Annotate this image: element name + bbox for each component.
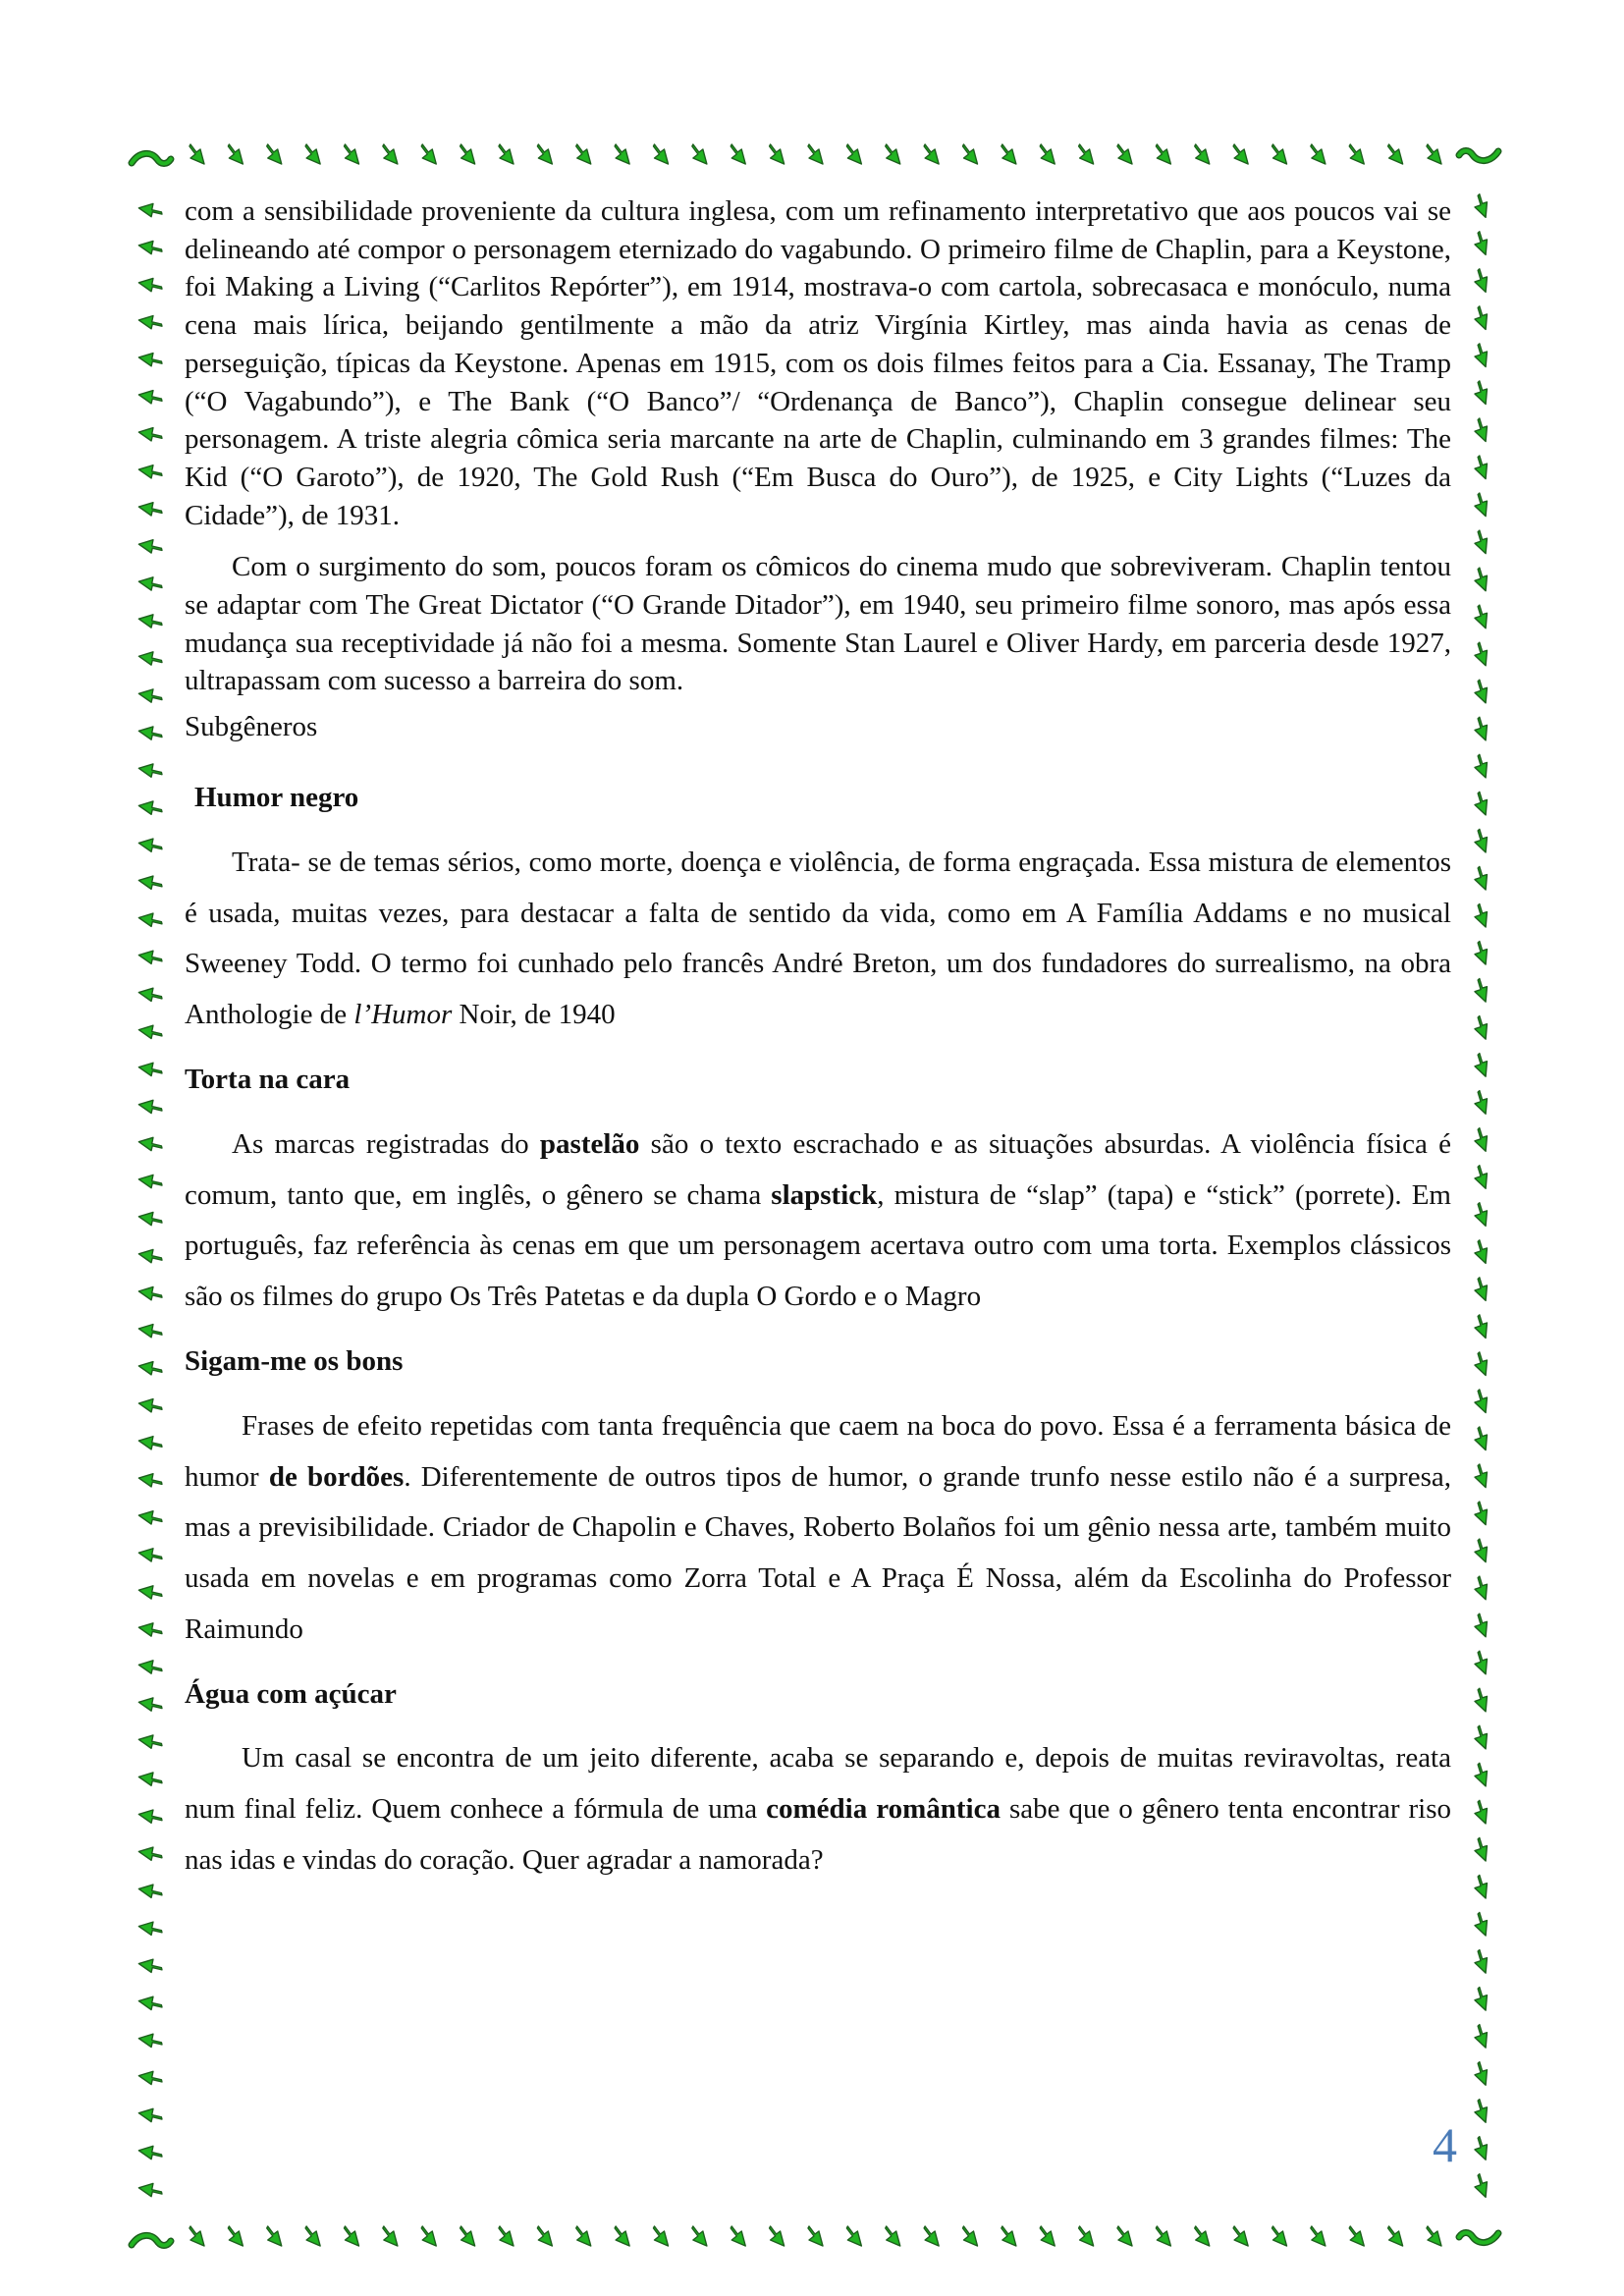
green-arrow-icon xyxy=(1472,717,1492,740)
green-arrow-icon xyxy=(1040,2226,1055,2246)
green-arrow-icon xyxy=(1349,2226,1364,2246)
green-arrow-icon xyxy=(1472,1763,1492,1786)
green-arrow-icon xyxy=(1272,2226,1287,2246)
green-arrow-icon xyxy=(1472,493,1492,517)
green-arrow-icon xyxy=(138,348,162,372)
green-arrow-icon xyxy=(138,573,162,597)
green-arrow-icon xyxy=(138,1730,162,1755)
green-arrow-icon xyxy=(1472,680,1492,703)
green-arrow-icon xyxy=(1472,941,1492,964)
green-arrow-icon xyxy=(421,144,436,164)
document-body xyxy=(185,192,1451,1886)
green-arrow-icon xyxy=(1156,2226,1170,2246)
green-arrow-icon xyxy=(138,1319,162,1343)
green-arrow-icon xyxy=(1472,1539,1492,1562)
green-arrow-icon xyxy=(138,834,162,858)
green-arrow-icon xyxy=(537,144,552,164)
border-corner-icon xyxy=(132,2235,171,2245)
green-arrow-icon xyxy=(1472,193,1492,217)
green-arrow-icon xyxy=(499,144,514,164)
green-arrow-icon xyxy=(189,2226,204,2246)
green-arrow-icon xyxy=(963,144,978,164)
green-arrow-icon xyxy=(138,722,162,746)
heading-sigam-me-os-bons: Sigam-me os bons xyxy=(185,1344,404,1377)
green-arrow-icon xyxy=(1156,144,1170,164)
green-arrow-icon xyxy=(1001,144,1016,164)
green-arrow-icon xyxy=(1311,144,1326,164)
green-arrow-icon xyxy=(615,144,629,164)
green-arrow-icon xyxy=(138,908,162,933)
green-arrow-icon xyxy=(228,2226,243,2246)
green-arrow-icon xyxy=(460,2226,475,2246)
green-arrow-icon xyxy=(138,2104,162,2128)
green-arrow-icon xyxy=(138,1581,162,1606)
green-arrow-icon xyxy=(138,1656,162,1680)
green-arrow-icon xyxy=(138,1805,162,1830)
green-arrow-icon xyxy=(138,684,162,709)
green-arrow-icon xyxy=(1079,2226,1094,2246)
green-arrow-icon xyxy=(138,1468,162,1493)
green-arrow-icon xyxy=(138,1058,162,1082)
border-corner-icon xyxy=(1459,2233,1498,2243)
green-arrow-icon xyxy=(1388,2226,1403,2246)
green-arrow-icon xyxy=(138,236,162,260)
paragraph-sigam-me-os-bons: Frases de efeito repetidas com tanta frequência que caem na boca do povo. Essa é a ferramenta básica de humor de bordões. Diferentemente de outros tipos de humor, o grande trunfo nesse estilo não é a surpresa, mas a previsibilidade. Criador de Chapolin e Chaves, Roberto Bolaños foi um gênio nessa arte, também muito usada em novelas e em programas como Zorra Total e A Praça É Nossa, além da Escolinha do Professor Raimundo xyxy=(185,1409,1451,1645)
heading-humor-negro: Humor negro xyxy=(194,781,359,813)
green-arrow-icon xyxy=(886,2226,900,2246)
green-arrow-icon xyxy=(1472,1277,1492,1300)
green-arrow-icon xyxy=(1472,1390,1492,1413)
green-arrow-icon xyxy=(770,144,785,164)
green-arrow-icon xyxy=(1472,1239,1492,1263)
green-arrow-icon xyxy=(1388,144,1403,164)
paragraph-humor-negro: Trata- se de temas sérios, como morte, doença e violência, de forma engraçada. Essa mistura de elementos é usada, muitas vezes, para destacar a falta de sentido da vida, como em A Família Addams e no musical Sweeney Todd. O termo foi cunhado pelo francês André Breton, um dos fundadores do surrealismo, na obra Anthologie de l’Humor Noir, de 1940 xyxy=(185,846,1451,1031)
green-arrow-icon xyxy=(1472,978,1492,1002)
green-arrow-icon xyxy=(1117,144,1132,164)
green-arrow-icon xyxy=(654,144,669,164)
green-arrow-icon xyxy=(138,1543,162,1567)
green-arrow-icon xyxy=(1472,1315,1492,1339)
green-arrow-icon xyxy=(1472,1875,1492,1898)
green-arrow-icon xyxy=(138,497,162,521)
paragraph-chaplin-2: Com o surgimento do som, poucos foram os cômicos do cinema mudo que sobreviveram. Chaplin tentou se adaptar com The Great Dictator (“O Grande Ditador”), em 1940, seu primeiro filme sonoro, mas após essa mudança sua receptividade já não foi a mesma. Somente Stan Laurel e Oliver Hardy, em parceria desde 1927, ultrapassam com sucesso a barreira do som. xyxy=(185,551,1451,697)
green-arrow-icon xyxy=(305,144,320,164)
green-arrow-icon xyxy=(615,2226,629,2246)
green-arrow-icon xyxy=(138,2141,162,2165)
green-arrow-icon xyxy=(537,2226,552,2246)
green-arrow-icon xyxy=(1472,829,1492,852)
green-arrow-icon xyxy=(846,144,861,164)
green-arrow-icon xyxy=(1472,344,1492,367)
green-arrow-icon xyxy=(138,385,162,410)
green-arrow-icon xyxy=(138,1170,162,1194)
green-arrow-icon xyxy=(924,2226,939,2246)
green-arrow-icon xyxy=(1233,144,1248,164)
green-arrow-icon xyxy=(963,2226,978,2246)
green-arrow-icon xyxy=(138,1431,162,1455)
green-arrow-icon xyxy=(731,144,745,164)
green-arrow-icon xyxy=(1472,2099,1492,2122)
green-arrow-icon xyxy=(1472,754,1492,778)
green-arrow-icon xyxy=(138,1244,162,1269)
green-arrow-icon xyxy=(1472,1165,1492,1188)
green-arrow-icon xyxy=(808,2226,823,2246)
subgeneros-label: Subgêneros xyxy=(185,711,318,743)
green-arrow-icon xyxy=(138,1917,162,1941)
green-arrow-icon xyxy=(138,1768,162,1792)
green-arrow-icon xyxy=(138,1992,162,2016)
green-arrow-icon xyxy=(1117,2226,1132,2246)
green-arrow-icon xyxy=(138,2178,162,2203)
green-arrow-icon xyxy=(1472,2061,1492,2085)
green-arrow-icon xyxy=(1472,1352,1492,1376)
paragraph-agua-com-acucar: Um casal se encontra de um jeito diferente, acaba se separando e, depois de muitas reviravoltas, reata num final feliz. Quem conhece a fórmula de uma comédia romântica sabe que o gênero tenta encontrar riso nas idas e vindas do coração. Quer agradar a namorada? xyxy=(185,1742,1451,1877)
green-arrow-icon xyxy=(345,144,359,164)
green-arrow-icon xyxy=(924,144,939,164)
green-arrow-icon xyxy=(138,946,162,970)
green-arrow-icon xyxy=(345,2226,359,2246)
green-arrow-icon xyxy=(1472,1688,1492,1712)
green-arrow-icon xyxy=(770,2226,785,2246)
green-arrow-icon xyxy=(138,759,162,784)
green-arrow-icon xyxy=(138,1132,162,1157)
green-arrow-icon xyxy=(1472,1053,1492,1076)
green-arrow-icon xyxy=(1472,1800,1492,1824)
green-arrow-icon xyxy=(383,144,398,164)
green-arrow-icon xyxy=(138,1618,162,1643)
green-arrow-icon xyxy=(1472,1651,1492,1674)
green-arrow-icon xyxy=(1472,231,1492,254)
green-arrow-icon xyxy=(692,144,707,164)
green-arrow-icon xyxy=(1472,306,1492,330)
green-arrow-icon xyxy=(1472,903,1492,927)
green-arrow-icon xyxy=(267,144,282,164)
green-arrow-icon xyxy=(1472,530,1492,554)
green-arrow-icon xyxy=(138,534,162,559)
green-arrow-icon xyxy=(138,610,162,634)
green-arrow-icon xyxy=(1472,1912,1492,1936)
green-arrow-icon xyxy=(846,2226,861,2246)
green-arrow-icon xyxy=(138,1095,162,1120)
green-arrow-icon xyxy=(138,796,162,821)
green-arrow-icon xyxy=(138,198,162,223)
green-arrow-icon xyxy=(460,144,475,164)
green-arrow-icon xyxy=(1427,144,1441,164)
green-arrow-icon xyxy=(499,2226,514,2246)
paragraph-torta-na-cara: As marcas registradas do pastelão são o texto escrachado e as situações absurdas. A violência física é comum, tanto que, em inglês, o gênero se chama slapstick, mistura de “slap” (tapa) e “stick” (porrete). Em português, faz referência às cenas em que um personagem acertava outro com uma torta. Exemplos clássicos são os filmes do grupo Os Três Patetas e da dupla O Gordo e o Magro xyxy=(185,1127,1451,1313)
green-arrow-icon xyxy=(654,2226,669,2246)
green-arrow-icon xyxy=(1472,605,1492,629)
paragraph-chaplin-1: com a sensibilidade proveniente da cultura inglesa, com um refinamento interpretativo que aos poucos vai se delineando até compor o personagem eternizado do vagabundo. O primeiro filme de Chaplin, para a Keystone, foi Making a Living (“Carlitos Repórter”), em 1914, mostrava-o com cartola, sobrecasaca e monóculo, numa cena mais lírica, beijando gentilmente a mão da atriz Virgínia Kirtley, mas ainda havia as cenas de perseguição, típicas da Keystone. Apenas em 1915, com os dois filmes feitos para a Cia. Essanay, The Tramp (“O Vagabundo”), e The Bank (“O Banco”/ “Ordenança de Banco”), Chaplin consegue delinear seu personagem. A triste alegria cômica seria marcante na arte de Chaplin, culminando em 3 grandes filmes: The Kid (“O Garoto”), de 1920, The Gold Rush (“Em Busca do Ouro”), de 1925, e City Lights (“Luzes da Cidade”), de 1931. xyxy=(185,195,1451,531)
green-arrow-icon xyxy=(1472,792,1492,815)
green-arrow-icon xyxy=(138,2066,162,2091)
green-arrow-icon xyxy=(576,144,591,164)
green-arrow-icon xyxy=(305,2226,320,2246)
page-number: 4 xyxy=(1433,2117,1457,2172)
green-arrow-icon xyxy=(1472,568,1492,591)
green-arrow-icon xyxy=(1472,1427,1492,1450)
green-arrow-icon xyxy=(1472,1725,1492,1749)
green-arrow-icon xyxy=(421,2226,436,2246)
green-arrow-icon xyxy=(1001,2226,1016,2246)
green-arrow-icon xyxy=(138,1954,162,1979)
green-arrow-icon xyxy=(1472,2173,1492,2197)
green-arrow-icon xyxy=(1472,1502,1492,1525)
green-arrow-icon xyxy=(138,310,162,335)
green-arrow-icon xyxy=(267,2226,282,2246)
green-arrow-icon xyxy=(138,2029,162,2053)
heading-agua-com-acucar: Água com açúcar xyxy=(185,1677,397,1710)
green-arrow-icon xyxy=(1472,2136,1492,2159)
green-arrow-icon xyxy=(1472,456,1492,479)
green-arrow-icon xyxy=(576,2226,591,2246)
border-corner-icon xyxy=(132,153,171,163)
green-arrow-icon xyxy=(1472,1090,1492,1114)
green-arrow-icon xyxy=(138,1282,162,1306)
green-arrow-icon xyxy=(1472,1837,1492,1861)
green-arrow-icon xyxy=(1472,866,1492,890)
green-arrow-icon xyxy=(138,422,162,447)
green-arrow-icon xyxy=(138,1394,162,1418)
green-arrow-icon xyxy=(1472,1464,1492,1488)
green-arrow-icon xyxy=(1472,1576,1492,1600)
green-arrow-icon xyxy=(1427,2226,1441,2246)
green-arrow-icon xyxy=(138,1356,162,1381)
green-arrow-icon xyxy=(383,2226,398,2246)
green-arrow-icon xyxy=(138,871,162,896)
green-arrow-icon xyxy=(1472,1949,1492,1973)
green-arrow-icon xyxy=(1472,2024,1492,2048)
green-arrow-icon xyxy=(138,460,162,484)
border-corner-icon xyxy=(1459,151,1498,161)
green-arrow-icon xyxy=(1472,418,1492,442)
green-arrow-icon xyxy=(138,1505,162,1530)
green-arrow-icon xyxy=(138,273,162,298)
green-arrow-icon xyxy=(138,1693,162,1718)
green-arrow-icon xyxy=(1472,1127,1492,1151)
green-arrow-icon xyxy=(138,1842,162,1867)
green-arrow-icon xyxy=(1040,144,1055,164)
green-arrow-icon xyxy=(138,647,162,672)
green-arrow-icon xyxy=(1472,1987,1492,2010)
green-arrow-icon xyxy=(1195,144,1210,164)
green-arrow-icon xyxy=(138,983,162,1008)
green-arrow-icon xyxy=(1349,144,1364,164)
green-arrow-icon xyxy=(138,1880,162,1904)
green-arrow-icon xyxy=(228,144,243,164)
green-arrow-icon xyxy=(189,144,204,164)
heading-torta-na-cara: Torta na cara xyxy=(185,1063,351,1095)
green-arrow-icon xyxy=(1472,642,1492,666)
green-arrow-icon xyxy=(731,2226,745,2246)
green-arrow-icon xyxy=(1311,2226,1326,2246)
green-arrow-icon xyxy=(808,144,823,164)
green-arrow-icon xyxy=(1272,144,1287,164)
green-arrow-icon xyxy=(692,2226,707,2246)
green-arrow-icon xyxy=(1472,1015,1492,1039)
green-arrow-icon xyxy=(886,144,900,164)
green-arrow-icon xyxy=(1472,381,1492,405)
green-arrow-icon xyxy=(138,1020,162,1045)
green-arrow-icon xyxy=(1079,144,1094,164)
green-arrow-icon xyxy=(1472,1613,1492,1637)
green-arrow-icon xyxy=(1195,2226,1210,2246)
green-arrow-icon xyxy=(1472,1202,1492,1226)
green-arrow-icon xyxy=(1233,2226,1248,2246)
green-arrow-icon xyxy=(138,1207,162,1231)
green-arrow-icon xyxy=(1472,268,1492,292)
